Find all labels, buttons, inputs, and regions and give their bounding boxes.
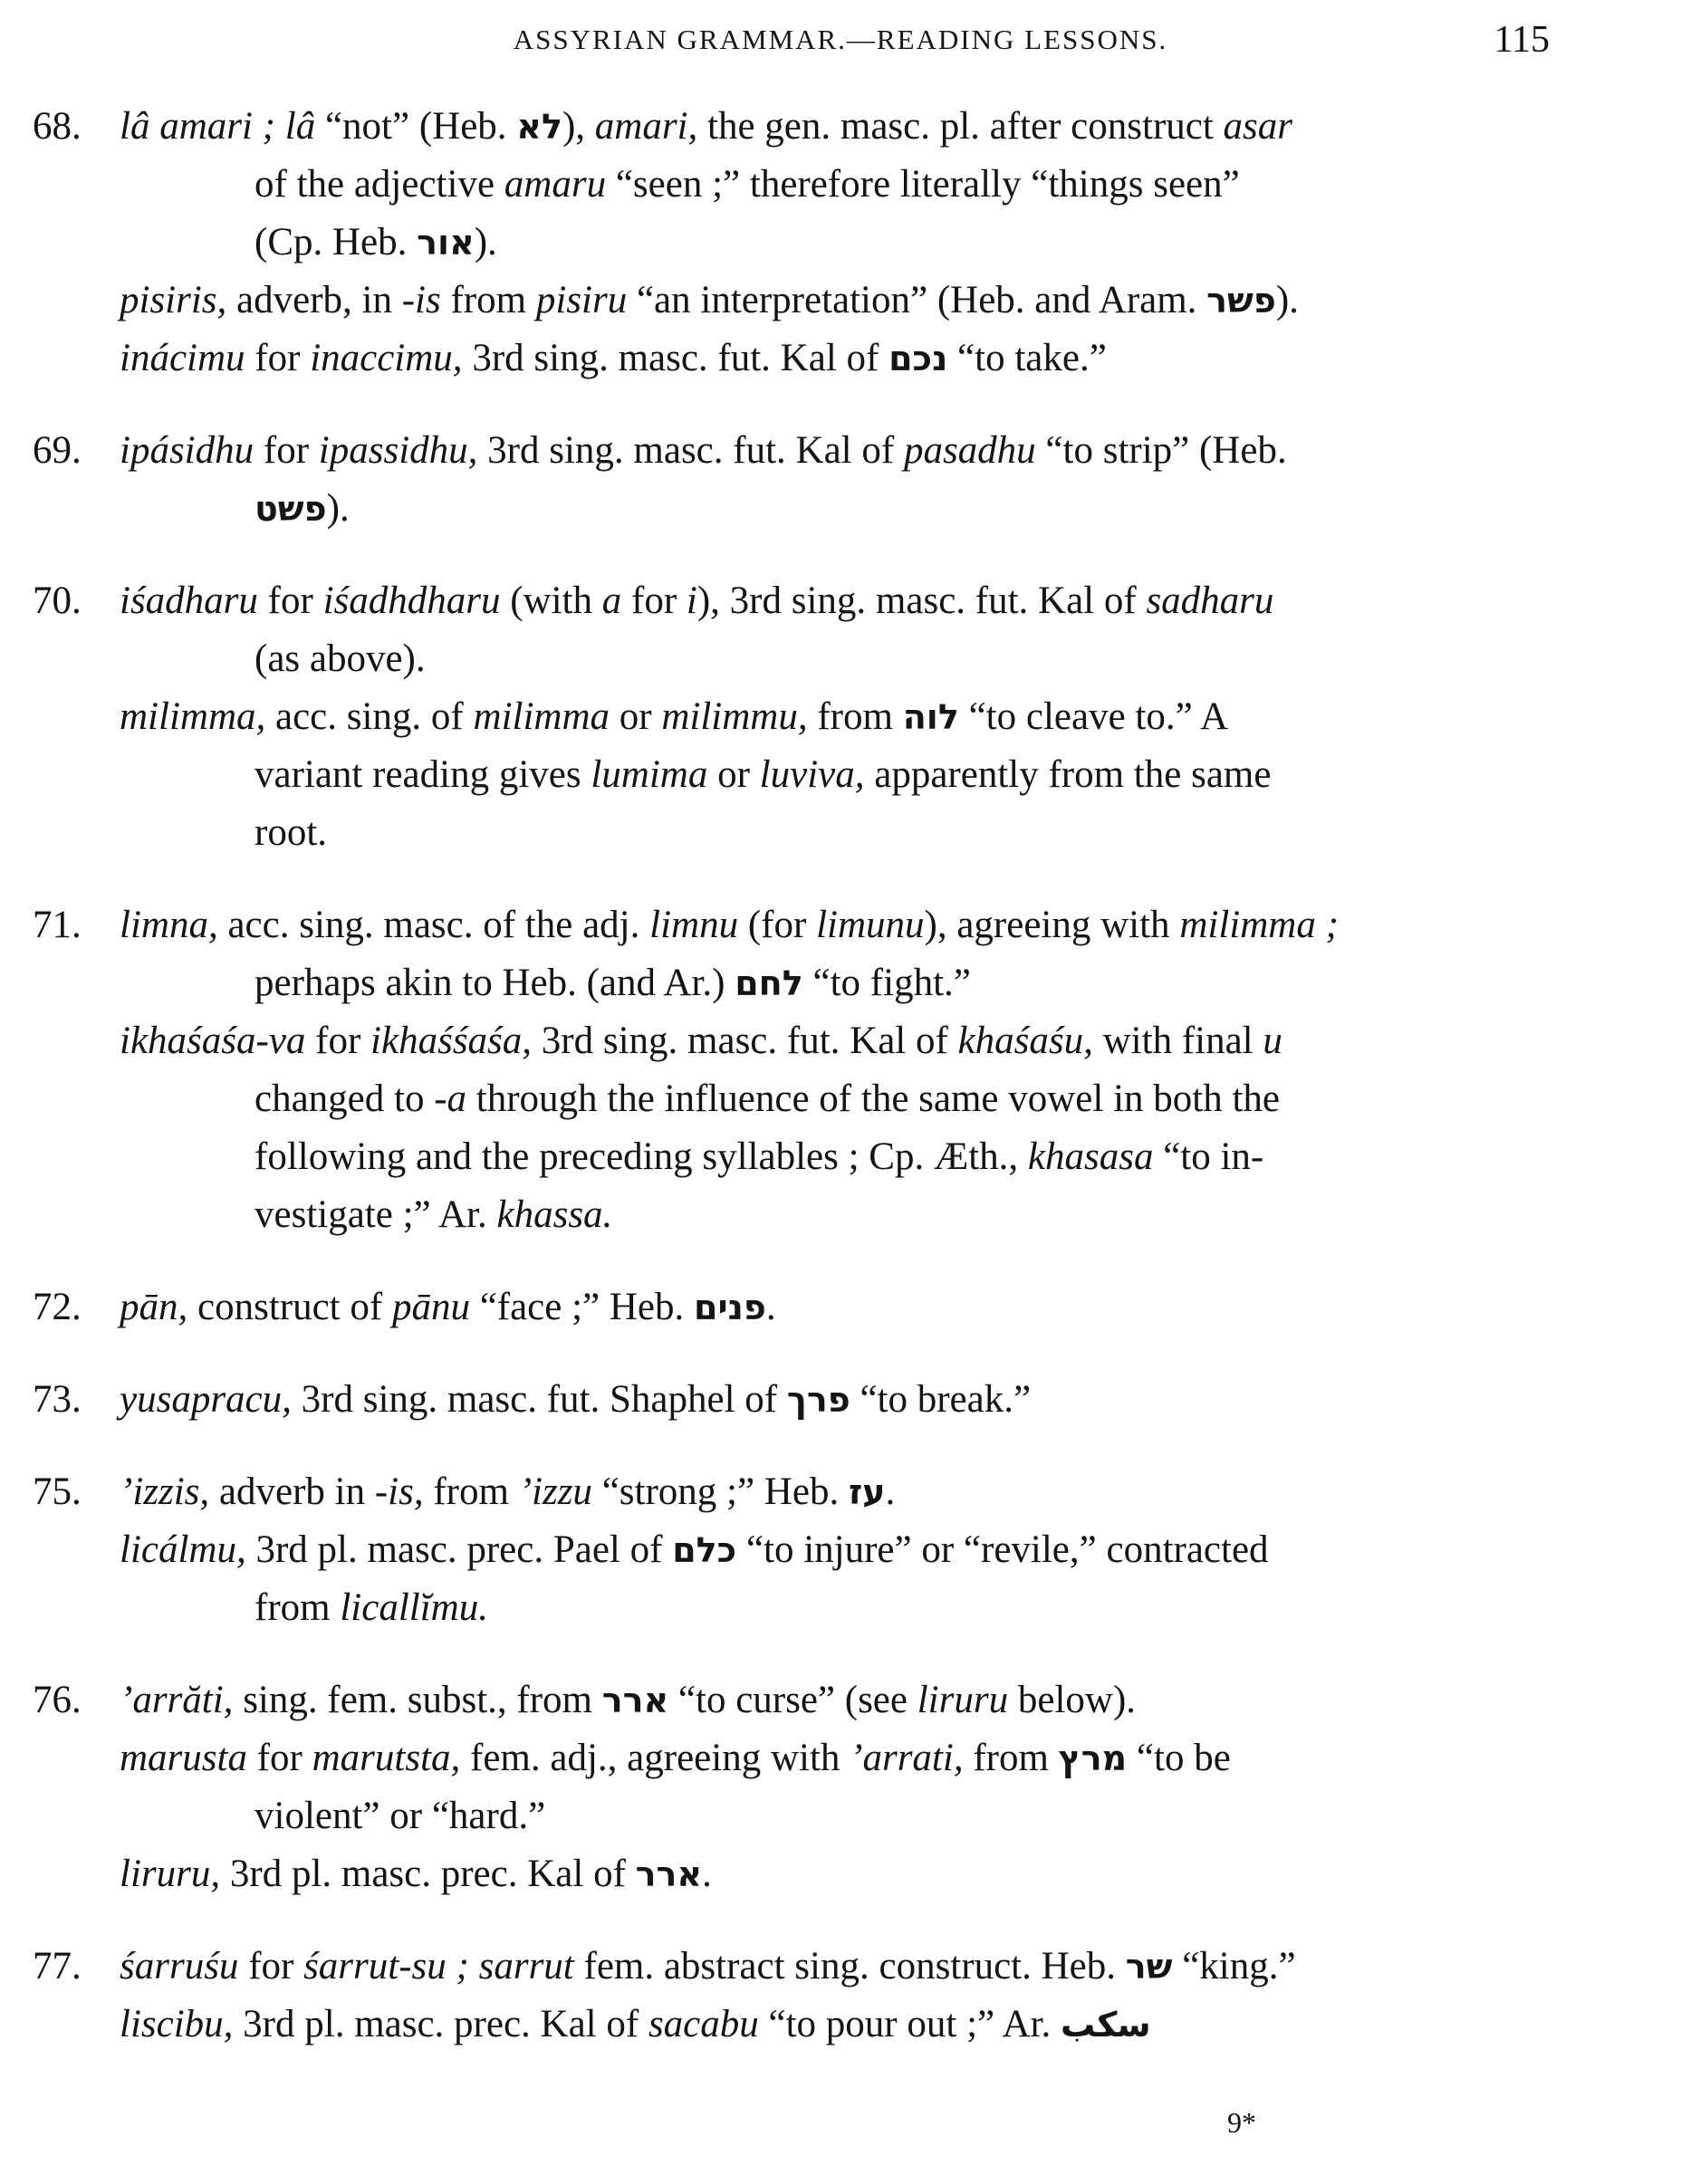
text-run: adverb in — [209, 1470, 375, 1513]
italic-term: limunu — [816, 904, 925, 946]
entry-line — [33, 1279, 1554, 1336]
text-run: “to injure” or “revile,” contracted — [736, 1528, 1269, 1571]
italic-term: -is — [401, 279, 441, 321]
text-run: “to take.” — [947, 337, 1107, 379]
text-run: perhaps akin to Heb. (and Ar.) — [255, 962, 735, 1004]
note-entry — [33, 572, 1554, 862]
italic-term: liruru, — [120, 1853, 221, 1895]
text-run: 3rd sing. masc. fut. Shaphel of — [291, 1378, 787, 1421]
text-run: for — [257, 580, 323, 622]
text-run: below). — [1008, 1679, 1137, 1721]
continuation-line — [33, 954, 1554, 1012]
note-entry — [33, 1938, 1554, 2054]
text-run: from — [440, 279, 536, 321]
semitic-word: לא — [516, 107, 562, 147]
italic-term: sadharu — [1146, 580, 1274, 622]
note-entry — [33, 98, 1554, 388]
text-run: vestigate ;” Ar. — [255, 1193, 497, 1236]
italic-term: śarruśu — [120, 1945, 239, 1988]
text-run: from — [807, 695, 903, 738]
italic-term: marutsta, — [312, 1737, 461, 1779]
italic-term: yusapracu, — [120, 1378, 292, 1421]
italic-term: inácimu — [120, 337, 245, 379]
italic-term: ’arrăti, — [120, 1679, 234, 1721]
semitic-word: עז — [848, 1472, 886, 1512]
italic-term: asar — [1223, 105, 1293, 148]
italic-term: ipásidhu — [120, 429, 255, 472]
text-run: for — [621, 580, 687, 622]
signature-mark: 9* — [1227, 2106, 1256, 2139]
italic-term: limna, — [120, 904, 218, 946]
text-run: “strong ;” Heb. — [591, 1470, 849, 1513]
continuation-line — [33, 1128, 1554, 1186]
semitic-word: לחם — [735, 963, 803, 1003]
text-run: for — [238, 1945, 304, 1988]
sub-entry-line — [33, 1845, 1554, 1903]
sub-entry-line — [33, 1521, 1554, 1579]
text-run: (as above). — [255, 637, 426, 680]
note-entry — [33, 1279, 1554, 1336]
continuation-line — [33, 1186, 1554, 1244]
italic-term: ’arrati, — [850, 1737, 964, 1779]
text-run: from — [963, 1737, 1059, 1779]
text-run: “not” (Heb. — [315, 105, 517, 148]
text-run: “to in- — [1153, 1135, 1264, 1178]
italic-term: khassa. — [496, 1193, 613, 1236]
semitic-word: ארר — [635, 1854, 703, 1894]
text-run: 3rd pl. masc. prec. Pael of — [245, 1528, 673, 1571]
entry-line — [33, 1371, 1554, 1429]
italic-term: śarrut-su ; sarrut — [303, 1945, 574, 1988]
italic-term: lâ amari ; lâ — [120, 105, 316, 148]
continuation-line — [33, 1787, 1554, 1845]
continuation-line — [33, 214, 1554, 272]
text-run: . — [765, 1286, 776, 1328]
text-run: ), 3rd sing. masc. fut. Kal of — [696, 580, 1147, 622]
text-run: 3rd sing. masc. fut. Kal of — [532, 1020, 958, 1062]
text-run: acc. sing. of — [265, 695, 474, 738]
italic-term: liscibu, — [120, 2003, 234, 2045]
italic-term: pān, — [120, 1286, 188, 1328]
text-run: fem. adj., agreeing with — [460, 1737, 850, 1779]
page-number: 115 — [1494, 19, 1550, 61]
text-run: or — [707, 753, 760, 796]
italic-term: sacabu — [648, 2003, 759, 2045]
continuation-line — [33, 156, 1554, 214]
text-run: following and the preceding syllables ; Cp. Æth., — [255, 1135, 1028, 1178]
italic-term: pisiru — [535, 279, 628, 321]
entry-number: 70. — [33, 580, 82, 622]
text-run: with final — [1092, 1020, 1263, 1062]
italic-term: liruru — [917, 1679, 1009, 1721]
entry-line — [33, 1938, 1554, 1996]
text-run: variant reading gives — [255, 753, 591, 796]
text-run: ). — [326, 487, 350, 530]
reading-notes — [33, 98, 1554, 2088]
text-run: . — [885, 1470, 896, 1513]
entry-number: 73. — [33, 1378, 82, 1421]
text-run: “to break.” — [850, 1378, 1032, 1421]
entry-line — [33, 572, 1554, 630]
text-run: ), agreeing with — [924, 904, 1180, 946]
entry-line — [33, 1672, 1554, 1729]
semitic-word: אור — [417, 223, 475, 263]
italic-term: pisiris, — [120, 279, 227, 321]
italic-term: inaccimu, — [310, 337, 463, 379]
semitic-word: פשר — [1206, 281, 1276, 321]
italic-term: milimmu, — [661, 695, 808, 738]
text-run: “to strip” (Heb. — [1035, 429, 1287, 472]
text-run: 3rd sing. masc. fut. Kal of — [477, 429, 904, 472]
text-run: “to curse” (see — [668, 1679, 917, 1721]
text-run: for — [245, 337, 311, 379]
italic-term: -is, — [374, 1470, 424, 1513]
text-run: construct of — [187, 1286, 392, 1328]
semitic-word: פנים — [694, 1288, 766, 1327]
text-run: for — [305, 1020, 371, 1062]
continuation-line — [33, 804, 1554, 862]
text-run: of the adjective — [255, 163, 504, 206]
semitic-word: נכם — [889, 339, 948, 378]
entry-number: 75. — [33, 1470, 82, 1513]
text-run: “to fight.” — [802, 962, 971, 1004]
text-run: ). — [1275, 279, 1299, 321]
italic-term: licallĭmu. — [340, 1586, 488, 1629]
italic-term: a — [601, 580, 622, 622]
text-run: (Cp. Heb. — [255, 221, 418, 263]
text-run: sing. fem. subst., from — [233, 1679, 602, 1721]
semitic-word: ארר — [601, 1681, 669, 1720]
note-entry — [33, 1672, 1554, 1903]
text-run: fem. abstract sing. construct. Heb. — [573, 1945, 1126, 1988]
text-run: apparently from the same — [864, 753, 1272, 796]
text-run: “to be — [1127, 1737, 1231, 1779]
text-run: adverb, in — [226, 279, 402, 321]
text-run: changed to — [255, 1078, 435, 1120]
sub-entry-line — [33, 1996, 1554, 2054]
continuation-line — [33, 630, 1554, 688]
italic-term: ipassidhu, — [318, 429, 478, 472]
note-entry — [33, 896, 1554, 1244]
text-run: from — [423, 1470, 519, 1513]
italic-term: pānu — [391, 1286, 470, 1328]
italic-term: marusta — [120, 1737, 247, 1779]
text-run: “to pour out ;” Ar. — [758, 2003, 1061, 2045]
text-run: or — [610, 695, 662, 738]
text-run: “face ;” Heb. — [469, 1286, 695, 1328]
italic-term: milimma, — [120, 695, 266, 738]
text-run: from — [255, 1586, 341, 1629]
italic-term: amaru — [504, 163, 607, 206]
entry-line — [33, 422, 1554, 480]
text-run: “seen ;” therefore literally “things seen” — [606, 163, 1240, 206]
entry-line — [33, 1463, 1554, 1521]
text-run: for — [254, 429, 319, 472]
italic-term: limnu — [649, 904, 739, 946]
continuation-line — [33, 1579, 1554, 1637]
text-run: through the influence of the same vowel in both the — [466, 1078, 1281, 1120]
italic-term: milimma — [473, 695, 610, 738]
italic-term: khaśaśu, — [957, 1020, 1093, 1062]
note-entry — [33, 1463, 1554, 1637]
entry-number: 71. — [33, 904, 82, 946]
text-run: “king.” — [1172, 1945, 1296, 1988]
text-run: 3rd pl. masc. prec. Kal of — [233, 2003, 648, 2045]
running-title: ASSYRIAN GRAMMAR.—READING LESSONS. — [513, 24, 1168, 55]
italic-term: milimma ; — [1179, 904, 1339, 946]
semitic-word: פשט — [255, 489, 327, 529]
italic-term: amari, — [594, 105, 698, 148]
entry-number: 68. — [33, 105, 82, 148]
italic-term: ikhaśśaśa, — [370, 1020, 533, 1062]
italic-term: licálmu, — [120, 1528, 246, 1571]
italic-term: -a — [434, 1078, 467, 1120]
text-run: 3rd pl. masc. prec. Kal of — [220, 1853, 636, 1895]
semitic-word: פרך — [786, 1380, 850, 1420]
italic-term: u — [1263, 1020, 1282, 1062]
text-run: (with — [500, 580, 602, 622]
entry-line — [33, 896, 1554, 954]
italic-term: khasasa — [1027, 1135, 1154, 1178]
sub-entry-line — [33, 330, 1554, 388]
text-run: root. — [255, 811, 328, 854]
continuation-line — [33, 480, 1554, 538]
sub-entry-line — [33, 688, 1554, 746]
note-entry — [33, 422, 1554, 538]
italic-term: ’izzis, — [120, 1470, 210, 1513]
semitic-word: מרץ — [1058, 1739, 1128, 1778]
entry-number: 69. — [33, 429, 82, 472]
italic-term: iśadhdharu — [322, 580, 501, 622]
italic-term: pasadhu — [903, 429, 1036, 472]
continuation-line — [33, 1070, 1554, 1128]
entry-line — [33, 98, 1554, 156]
entry-number: 76. — [33, 1679, 82, 1721]
italic-term: ’izzu — [518, 1470, 592, 1513]
continuation-line — [33, 746, 1554, 804]
sub-entry-line — [33, 1729, 1554, 1787]
sub-entry-line — [33, 272, 1554, 330]
text-run: ). — [474, 221, 497, 263]
text-run: violent” or “hard.” — [255, 1795, 546, 1837]
entry-number: 77. — [33, 1945, 82, 1988]
italic-term: lumima — [591, 753, 708, 796]
semitic-word: לוה — [902, 697, 959, 737]
text-run: ), — [562, 105, 595, 148]
text-run: (for — [738, 904, 817, 946]
running-head — [0, 18, 1681, 72]
italic-term: i — [686, 580, 697, 622]
text-run: . — [702, 1853, 712, 1895]
semitic-word: سكب — [1060, 2005, 1151, 2045]
semitic-word: כלם — [672, 1530, 737, 1570]
text-run: for — [246, 1737, 312, 1779]
text-run: 3rd sing. masc. fut. Kal of — [462, 337, 889, 379]
text-run: acc. sing. masc. of the adj. — [217, 904, 650, 946]
entry-number: 72. — [33, 1286, 82, 1328]
italic-term: iśadharu — [120, 580, 258, 622]
text-run: “an interpretation” (Heb. and Aram. — [627, 279, 1207, 321]
italic-term: ikhaśaśa-va — [120, 1020, 306, 1062]
sub-entry-line — [33, 1012, 1554, 1070]
italic-term: luviva, — [759, 753, 865, 796]
semitic-word: שר — [1125, 1947, 1173, 1987]
text-run: “to cleave to.” A — [958, 695, 1229, 738]
note-entry — [33, 1371, 1554, 1429]
text-run: the gen. masc. pl. after construct — [697, 105, 1224, 148]
